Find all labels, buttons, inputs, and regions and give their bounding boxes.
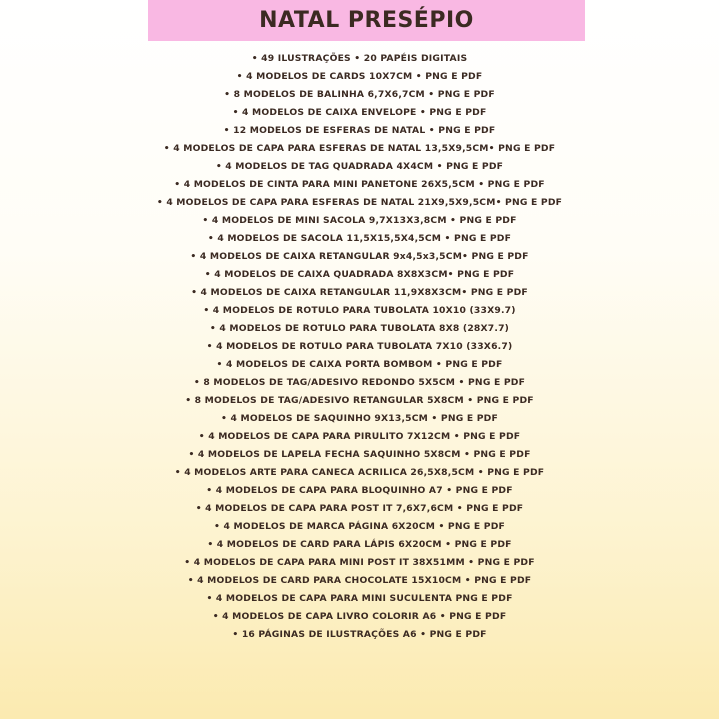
list-item: • 4 MODELOS DE CINTA PARA MINI PANETONE 26X5,5CM • PNG E PDF — [174, 179, 545, 190]
page-title: NATAL PRESÉPIO — [259, 8, 474, 33]
list-item: • 49 ILUSTRAÇÕES • 20 PAPÉIS DIGITAIS — [251, 53, 468, 64]
list-item: • 4 MODELOS DE ROTULO PARA TUBOLATA 10X10 (33X9.7) — [203, 305, 516, 316]
list-item: • 4 MODELOS DE CAIXA QUADRADA 8X8X3CM• PNG E PDF — [204, 269, 515, 280]
list-item: • 4 MODELOS DE TAG QUADRADA 4X4CM • PNG E PDF — [215, 161, 504, 172]
list-item: • 4 MODELOS DE CAPA PARA ESFERAS DE NATAL 13,5X9,5CM• PNG E PDF — [163, 143, 556, 154]
list-item: • 4 MODELOS DE CAIXA ENVELOPE • PNG E PDF — [232, 107, 487, 118]
list-item: • 4 MODELOS DE CAPA PARA MINI SUCULENTA PNG E PDF — [206, 593, 513, 604]
list-item: • 16 PÁGINAS DE ILUSTRAÇÕES A6 • PNG E PDF — [232, 629, 487, 640]
list-item: • 12 MODELOS DE ESFERAS DE NATAL • PNG E PDF — [223, 125, 496, 136]
list-item: • 4 MODELOS DE CARDS 10X7CM • PNG E PDF — [236, 71, 483, 82]
list-item: • 4 MODELOS DE ROTULO PARA TUBOLATA 8X8 (28X7.7) — [209, 323, 510, 334]
list-item: • 4 MODELOS DE CARD PARA CHOCOLATE 15X10CM • PNG E PDF — [187, 575, 532, 586]
list-item: • 4 MODELOS DE CAPA PARA BLOQUINHO A7 • PNG E PDF — [206, 485, 513, 496]
list-item: • 8 MODELOS DE BALINHA 6,7X6,7CM • PNG E PDF — [224, 89, 495, 100]
list-item: • 8 MODELOS DE TAG/ADESIVO REDONDO 5X5CM • PNG E PDF — [193, 377, 526, 388]
list-item: • 4 MODELOS DE MARCA PÁGINA 6X20CM • PNG E PDF — [214, 521, 505, 532]
list-item: • 4 MODELOS DE LAPELA FECHA SAQUINHO 5X8CM • PNG E PDF — [188, 449, 531, 460]
list-item: • 4 MODELOS DE CAIXA RETANGULAR 9x4,5x3,5CM• PNG E PDF — [190, 251, 529, 262]
list-item: • 4 MODELOS DE CAPA LIVRO COLORIR A6 • PNG E PDF — [212, 611, 507, 622]
list-item: • 4 MODELOS DE CAIXA PORTA BOMBOM • PNG E PDF — [216, 359, 503, 370]
list-item: • 4 MODELOS DE CAIXA RETANGULAR 11,9X8X3CM• PNG E PDF — [191, 287, 528, 298]
list-item: • 4 MODELOS DE CARD PARA LÁPIS 6X20CM • PNG E PDF — [207, 539, 512, 550]
list-item: • 4 MODELOS DE CAPA PARA ESFERAS DE NATAL 21X9,5X9,5CM• PNG E PDF — [156, 197, 563, 208]
list-item: • 4 MODELOS DE CAPA PARA POST IT 7,6X7,6CM • PNG E PDF — [195, 503, 524, 514]
list-item: • 4 MODELOS DE SACOLA 11,5X15,5X4,5CM • PNG E PDF — [207, 233, 512, 244]
list-item: • 4 MODELOS DE CAPA PARA PIRULITO 7X12CM • PNG E PDF — [198, 431, 521, 442]
product-contents-list — [0, 50, 719, 644]
list-item: • 4 MODELOS DE SAQUINHO 9X13,5CM • PNG E PDF — [221, 413, 498, 424]
list-item: • 4 MODELOS DE ROTULO PARA TUBOLATA 7X10 (33X6.7) — [206, 341, 513, 352]
list-item: • 4 MODELOS ARTE PARA CANECA ACRILICA 26,5X8,5CM • PNG E PDF — [174, 467, 545, 478]
title-banner — [148, 0, 585, 41]
list-item: • 8 MODELOS DE TAG/ADESIVO RETANGULAR 5X8CM • PNG E PDF — [185, 395, 534, 406]
list-item: • 4 MODELOS DE MINI SACOLA 9,7X13X3,8CM • PNG E PDF — [202, 215, 517, 226]
list-item: • 4 MODELOS DE CAPA PARA MINI POST IT 38X51MM • PNG E PDF — [184, 557, 535, 568]
